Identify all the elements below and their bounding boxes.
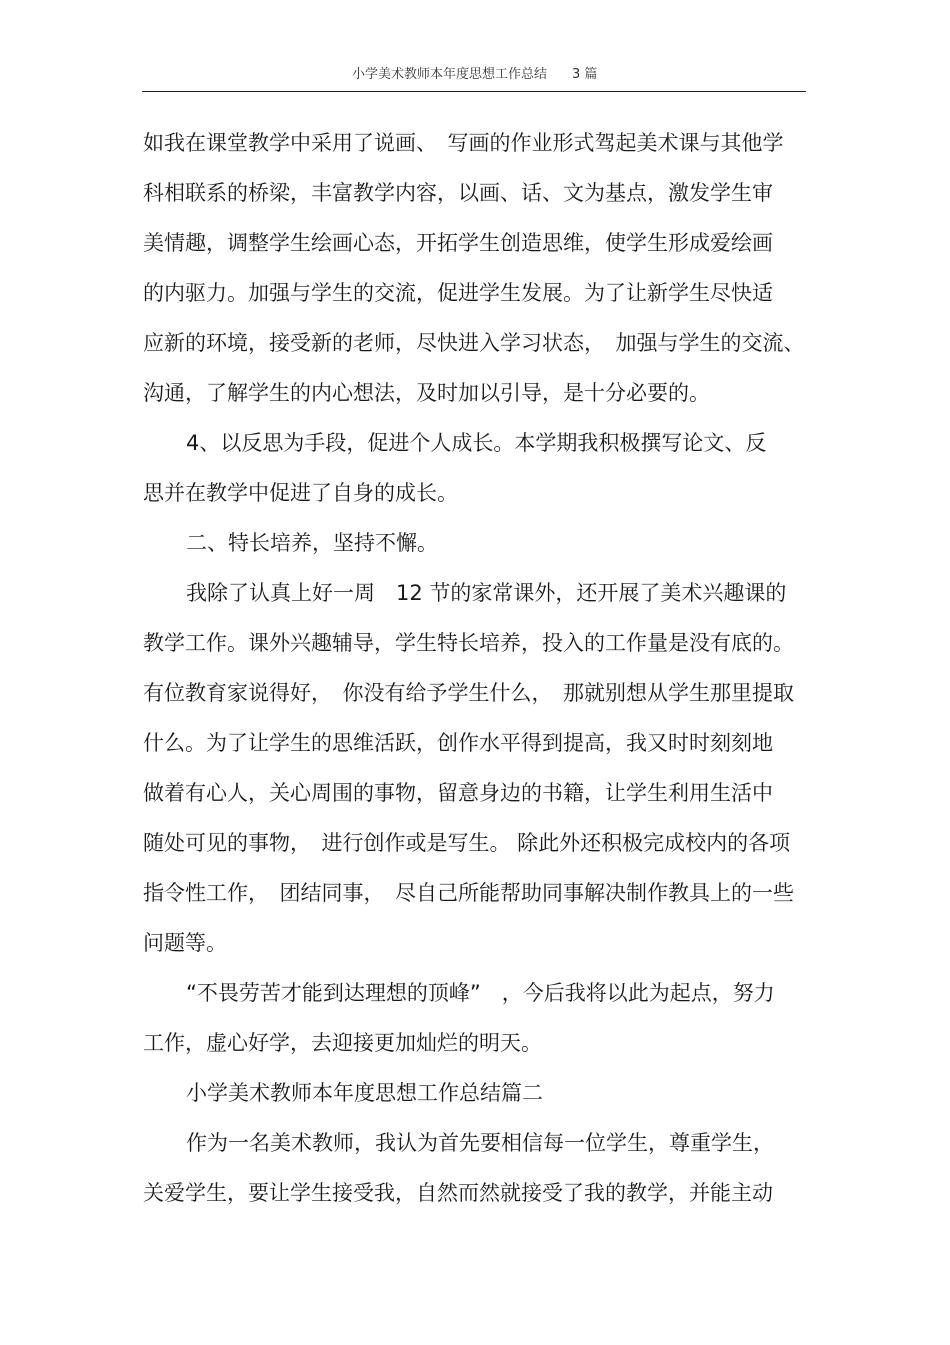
text-line: 如我在课堂教学中采用了说画、 写画的作业形式驾起美术课与其他学 — [143, 131, 784, 155]
paragraph-first-line: 我除了认真上好一周 12 节的家常课外，还开展了美术兴趣课的 — [186, 581, 787, 605]
body-text — [143, 118, 803, 1218]
header-title: 小学美术教师本年度思想工作总结 — [352, 67, 548, 82]
text-line: 思并在教学中促进了自身的成长。 — [143, 481, 458, 505]
text-line: 应新的环境，接受新的老师，尽快进入学习状态， 加强与学生的交流、 — [143, 331, 805, 355]
section-title: 小学美术教师本年度思想工作总结篇二 — [186, 1081, 543, 1105]
header-page-count: 3 篇 — [572, 67, 598, 82]
text-line: 的内驱力。加强与学生的交流，促进学生发展。为了让新学生尽快适 — [143, 281, 773, 305]
paragraph-first-line: 4、以反思为手段，促进个人成长。本学期我积极撰写论文、反 — [186, 431, 767, 455]
text-line: 什么。为了让学生的思维活跃，创作水平得到提高，我又时时刻刻地 — [143, 731, 773, 755]
text-line: 美情趣，调整学生绘画心态，开拓学生创造思维，使学生形成爱绘画 — [143, 231, 773, 255]
text-line: 科相联系的桥梁，丰富教学内容，以画、话、文为基点，激发学生审 — [143, 181, 773, 205]
text-line: 教学工作。课外兴趣辅导，学生特长培养，投入的工作量是没有底的。 — [143, 631, 794, 655]
text-line: 指令性工作， 团结同事， 尽自己所能帮助同事解决制作教具上的一些 — [143, 881, 794, 905]
text-line: 沟通，了解学生的内心想法，及时加以引导，是十分必要的。 — [143, 381, 710, 405]
paragraph-first-line: “不畏劳苦才能到达理想的顶峰” ，今后我将以此为起点，努力 — [186, 981, 775, 1005]
section-heading: 二、特长培养，坚持不懈。 — [186, 531, 438, 555]
page-header — [142, 66, 806, 92]
text-line: 随处可见的事物， 进行创作或是写生。 除此外还积极完成校内的各项 — [143, 831, 791, 855]
text-line: 有位教育家说得好， 你没有给予学生什么， 那就别想从学生那里提取 — [143, 681, 794, 705]
text-line: 关爱学生，要让学生接受我，自然而然就接受了我的教学，并能主动 — [143, 1181, 773, 1205]
text-line: 工作，虚心好学，去迎接更加灿烂的明天。 — [143, 1031, 542, 1055]
paragraph-first-line: 作为一名美术教师，我认为首先要相信每一位学生，尊重学生， — [186, 1131, 774, 1155]
text-line: 问题等。 — [143, 931, 227, 955]
text-line: 做着有心人，关心周围的事物，留意身边的书籍，让学生利用生活中 — [143, 781, 773, 805]
